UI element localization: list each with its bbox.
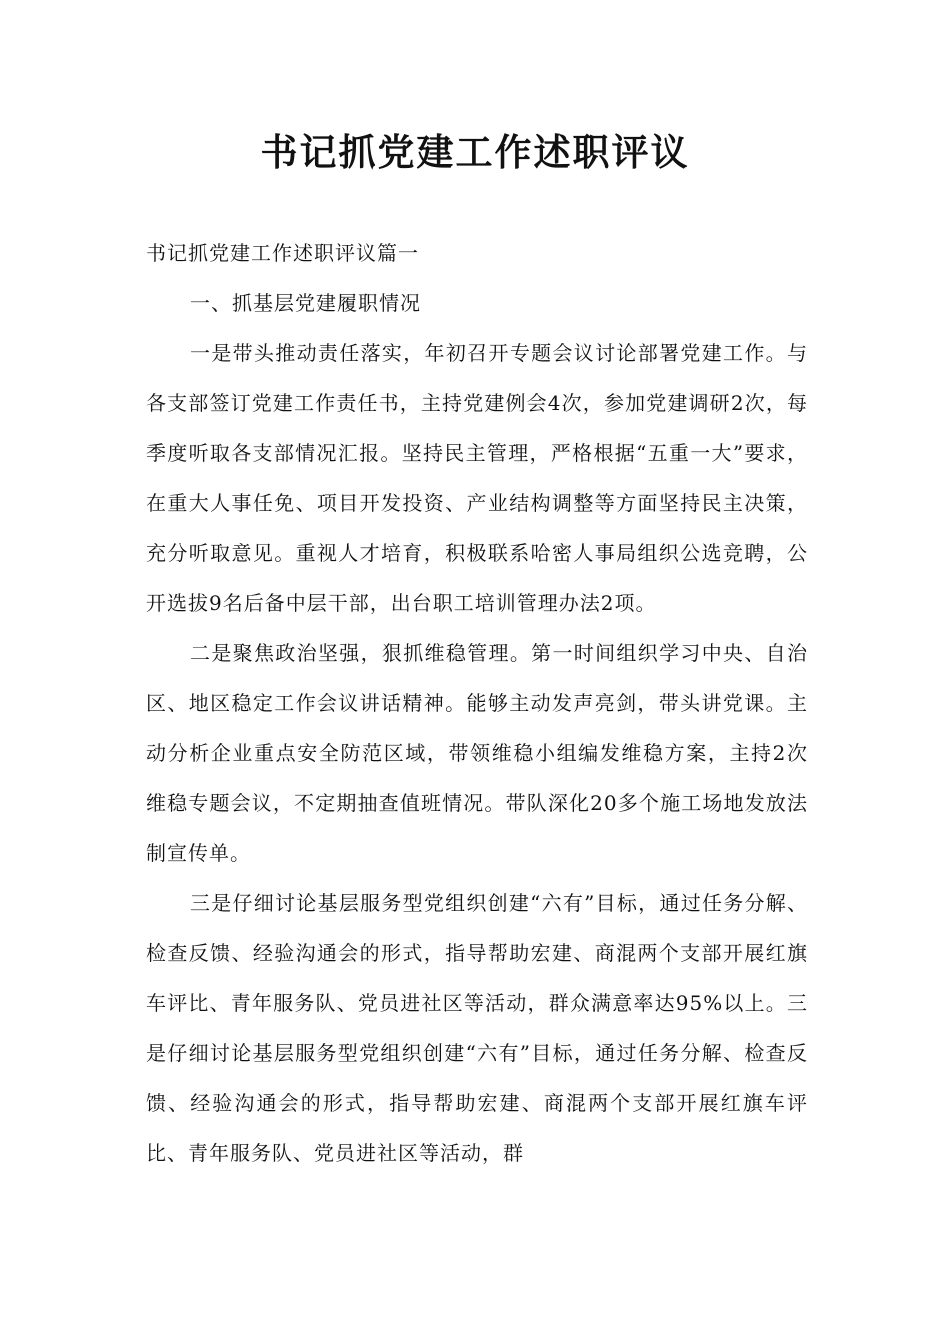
paragraph-3: 三是仔细讨论基层服务型党组织创建“六有”目标，通过任务分解、检查反馈、经验沟通会的形式，指导帮助宏建、商混两个支部开展红旗车评比、青年服务队、党员进社区等活动，群众满意率达95%以上。三是仔细讨论基层服务型党组织创建“六有”目标，通过任务分解、检查反馈、经验沟通会的形式，指导帮助宏建、商混两个支部开展红旗车评比、青年服务队、党员进社区等活动，群 xyxy=(146,891,808,1165)
section-heading: 一、抓基层党建履职情况 xyxy=(190,291,421,315)
document-body xyxy=(146,228,808,1178)
paragraph-2: 二是聚焦政治坚强，狠抓维稳管理。第一时间组织学习中央、自治区、地区稳定工作会议讲话精神。能够主动发声亮剑，带头讲党课。主动分析企业重点安全防范区域，带领维稳小组编发维稳方案，主持2次维稳专题会议，不定期抽查值班情况。带队深化20多个施工场地发放法制宣传单。 xyxy=(146,641,808,865)
document-subtitle: 书记抓党建工作述职评议篇一 xyxy=(146,241,419,265)
paragraph-1: 一是带头推动责任落实，年初召开专题会议讨论部署党建工作。与各支部签订党建工作责任书，主持党建例会4次，参加党建调研2次，每季度听取各支部情况汇报。坚持民主管理，严格根据“五重一大”要求，在重大人事任免、项目开发投资、产业结构调整等方面坚持民主决策，充分听取意见。重视人才培育，积极联系哈密人事局组织公选竞聘，公开选拔9名后备中层干部，出台职工培训管理办法2项。 xyxy=(146,341,808,615)
document-title: 书记抓党建工作述职评议 xyxy=(260,131,690,174)
